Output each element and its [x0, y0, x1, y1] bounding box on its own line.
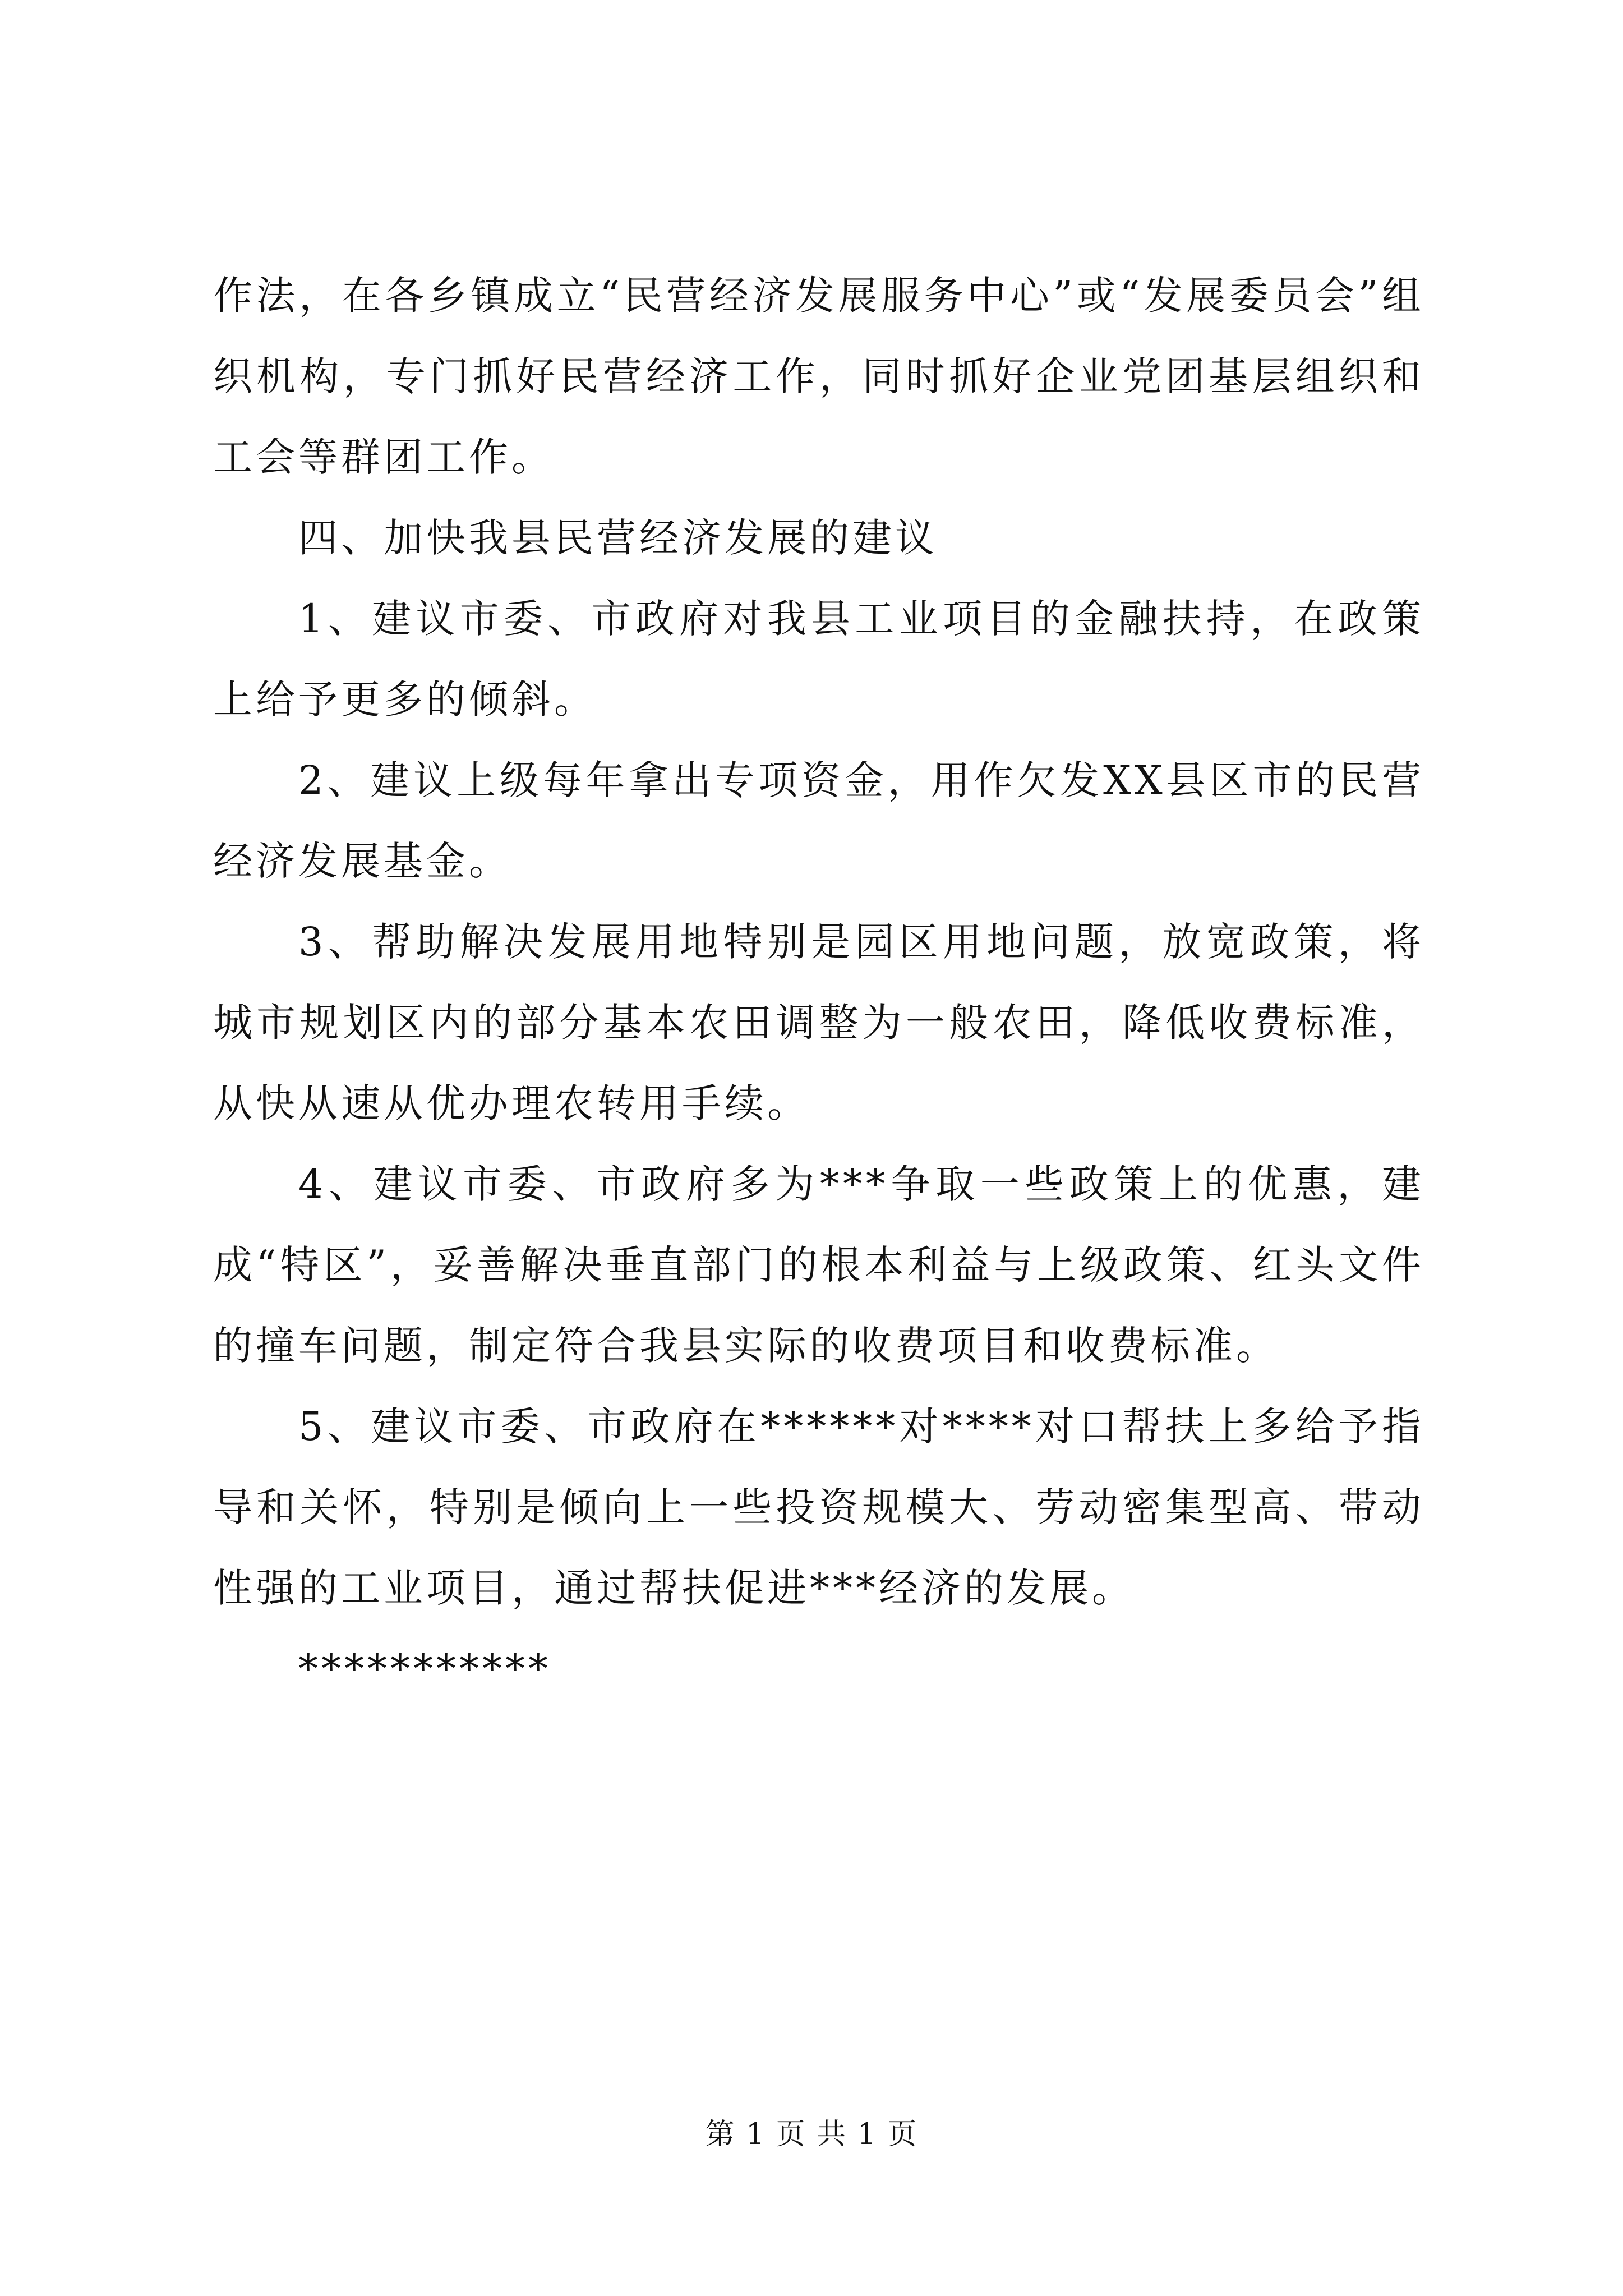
paragraph-continuation: 作法，在各乡镇成立“民营经济发展服务中心”或“发展委员会”组织机构，专门抓好民营经济工作，同时抓好企业党团基层组织和工会等群团工作。	[213, 273, 1424, 480]
suggestion-item-2: 2、建议上级每年拿出专项资金，用作欠发XX县区市的民营经济发展基金。	[213, 757, 1424, 884]
closing-asterisks: ***********	[298, 1646, 551, 1692]
suggestion-item-5: 5、建议市委、市政府在******对****对口帮扶上多给予指导和关怀，特别是倾向上一些投资规模大、劳动密集型高、带动性强的工业项目，通过帮扶促进***经济的发展。	[213, 1404, 1424, 1611]
section-heading: 四、加快我县民营经济发展的建议	[298, 515, 938, 561]
document-body	[213, 255, 1424, 1709]
page-number-footer: 第 1 页 共 1 页	[705, 2118, 918, 2151]
suggestion-item-3: 3、帮助解决发展用地特别是园区用地问题，放宽政策，将城市规划区内的部分基本农田调整为一般农田，降低收费标准，从快从速从优办理农转用手续。	[213, 919, 1424, 1126]
suggestion-item-1: 1、建议市委、市政府对我县工业项目的金融扶持，在政策上给予更多的倾斜。	[213, 596, 1424, 723]
suggestion-item-4: 4、建议市委、市政府多为***争取一些政策上的优惠，建成“特区”，妥善解决垂直部门的根本利益与上级政策、红头文件的撞车问题，制定符合我县实际的收费项目和收费标准。	[213, 1161, 1424, 1369]
